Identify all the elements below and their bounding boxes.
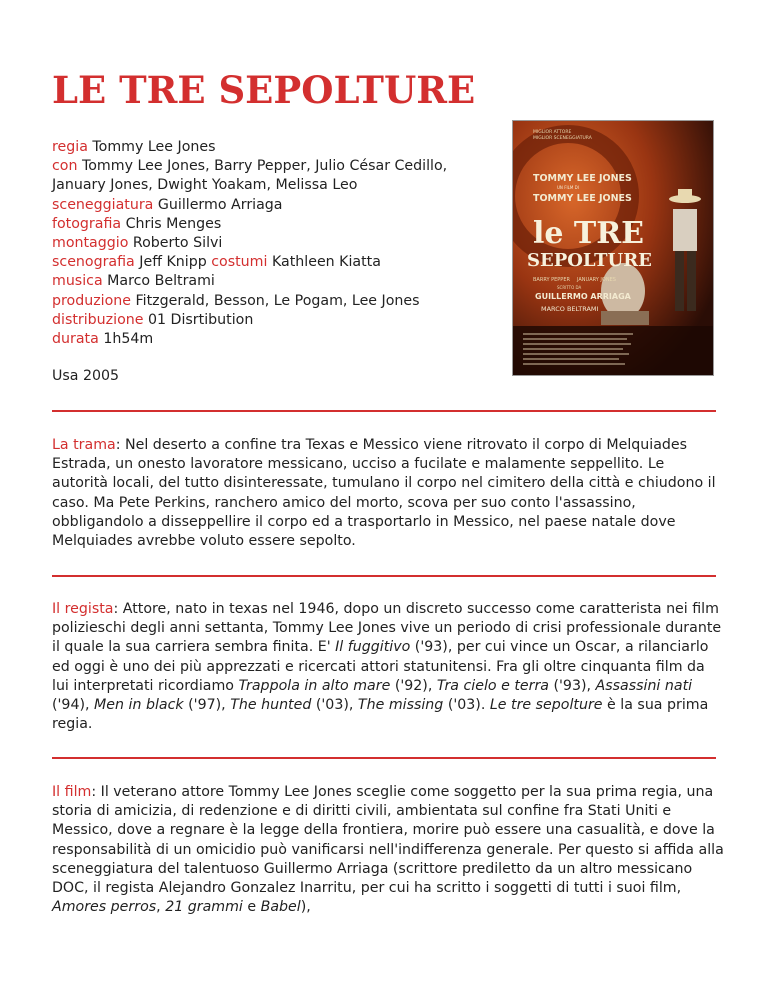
poster-small-text: SCRITTO DA [557, 285, 582, 290]
credit-value: 1h54m [103, 331, 154, 348]
plot-paragraph [52, 436, 724, 551]
credit-label: scenografia [52, 254, 135, 271]
credit-label: sceneggiatura [52, 196, 154, 213]
paragraph-text: ), [300, 899, 311, 916]
credit-label: durata [52, 331, 99, 348]
credit-durata [52, 330, 502, 349]
director-paragraph [52, 600, 724, 734]
film-title: Men in black [94, 697, 184, 714]
poster-small-text: MIGLIOR SCENEGGIATURA [533, 136, 592, 141]
credit-distribuzione [52, 311, 502, 330]
credit-label: con [52, 158, 78, 175]
poster-cast-name: BARRY PEPPER [533, 277, 570, 283]
film-title: The missing [357, 697, 444, 714]
paragraph-text: ('03). [443, 697, 490, 714]
credit-value: Guillermo Arriaga [157, 196, 283, 213]
paragraph-text: ('93), per cui vince un Oscar, a rilanciarlo ed oggi è uno dei più apprezzati e ricercati attori statunitensi. Fra gli oltre cinquanta film da lui interpretati ricordiamo [52, 639, 709, 694]
credits-block [52, 138, 502, 349]
film-title: Assassini nati [595, 677, 693, 694]
paragraph-text: ('94), [52, 697, 95, 714]
credit-label: fotografia [52, 215, 122, 232]
credit-label: costumi [211, 254, 268, 271]
film-title: Amores perros [52, 899, 157, 916]
poster-director-name: TOMMY LEE JONES [533, 193, 632, 204]
credit-label: regia [52, 139, 88, 155]
credit-musica [52, 272, 502, 291]
poster-artwork [513, 121, 713, 375]
poster-writer-name: GUILLERMO ARRIAGA [535, 292, 631, 301]
paragraph-text: : Il veterano attore Tommy Lee Jones sceglie come soggetto per la sua prima regia, una storia di amicizia, di redenzione e di diritti civili, ambientata sul confine fra Stati Uniti e Messico, dove a regnare è la legge della frontiera, morire può essere una casualità, e dove la responsabilità di un omicidio può vanificarsi nell'indifferenza generale. Per questo si affida alla sceneggiatura del talentuoso Guillermo Arriaga (scrittore prediletto da un altro messicano DOC, il regista Alejandro Gonzalez Inarritu, per cui ha scritto i soggetti di tutti i suoi film, [52, 784, 724, 897]
film-paragraph [52, 783, 724, 917]
credit-value: Chris Menges [125, 215, 222, 232]
film-title: Trappola in alto mare [238, 677, 391, 694]
movie-poster [512, 120, 714, 376]
section-label: Il regista [52, 601, 114, 617]
poster-composer-name: MARCO BELTRAMI [541, 305, 599, 313]
poster-title-line1: le TRE [533, 216, 645, 251]
credit-label: montaggio [52, 235, 129, 252]
credit-value: Kathleen Kiatta [271, 254, 381, 271]
paragraph-text: ('97), [183, 697, 231, 714]
credit-value: Marco Beltrami [107, 273, 215, 290]
poster-small-text: UN FILM DI [557, 185, 579, 190]
section-label: La trama [52, 437, 116, 453]
credit-con [52, 157, 502, 176]
poster-small-text: MIGLIOR ATTORE [533, 130, 572, 135]
credit-label: distribuzione [52, 311, 144, 328]
credit-value: 01 Disrtibution [147, 311, 254, 328]
divider [52, 575, 716, 577]
paragraph-text: è la sua prima regia. [52, 697, 709, 733]
poster-title-line2: SEPOLTURE [527, 250, 652, 271]
credit-label: produzione [52, 292, 131, 309]
divider [52, 757, 716, 759]
paragraph-text: ('93), [548, 677, 596, 694]
film-title: Tra cielo e terra [436, 677, 549, 694]
paragraph-text: ('03), [311, 697, 358, 714]
credit-sceneggiatura [52, 196, 502, 215]
film-title: The hunted [230, 697, 312, 714]
credit-label: musica [52, 273, 103, 290]
credit-value: Roberto Silvi [132, 235, 223, 252]
paragraph-text: ('92), [390, 677, 437, 694]
origin-year: Usa 2005 [52, 368, 120, 384]
page-title: LE TRE SEPOLTURE [52, 68, 476, 112]
credit-value: Jeff Knipp [139, 254, 207, 271]
film-title: Babel [260, 899, 301, 916]
divider [52, 410, 716, 412]
film-title: Il fuggitivo [335, 639, 411, 656]
film-title: 21 grammi [165, 899, 243, 916]
credit-value: Tommy Lee Jones [92, 139, 216, 155]
credit-value: Tommy Lee Jones, Barry Pepper, Julio César Cedillo, [82, 158, 448, 175]
paragraph-text: e [242, 899, 261, 916]
credit-regia [52, 138, 502, 157]
credit-scenografia [52, 253, 502, 272]
poster-cast-name: JANUARY JONES [577, 277, 616, 283]
credit-produzione [52, 292, 502, 311]
poster-actor-name: TOMMY LEE JONES [533, 173, 632, 184]
credit-montaggio [52, 234, 502, 253]
section-label: Il film [52, 784, 92, 800]
paragraph-text: : Attore, nato in texas nel 1946, dopo un discreto successo come caratterista nei film polizieschi degli anni settanta, Tommy Lee Jones vive un periodo di crisi professionale durante il quale la sua carriera sembra finita. E' [52, 601, 722, 656]
film-title: Le tre sepolture [489, 697, 603, 714]
credit-value: Fitzgerald, Besson, Le Pogam, Lee Jones [135, 292, 420, 309]
credit-fotografia [52, 215, 502, 234]
paragraph-text: : Nel deserto a confine tra Texas e Messico viene ritrovato il corpo di Melquiades Estrada, un onesto lavoratore messicano, ucciso a fucilate e malamente seppellito. Le autorità locali, del tutto disinteressate, tumulano il corpo nel cimitero della città e chiudono il caso. Ma Pete Perkins, ranchero amico del morto, scova per suo conto l'assassino, obbligandolo a disseppellire il corpo ed a trasportarlo in Messico, nel paese natale dove Melquiades avrebbe voluto essere sepolto. [52, 437, 716, 550]
paragraph-text: , [156, 899, 166, 916]
credit-con-continued: January Jones, Dwight Yoakam, Melissa Leo [52, 177, 358, 194]
